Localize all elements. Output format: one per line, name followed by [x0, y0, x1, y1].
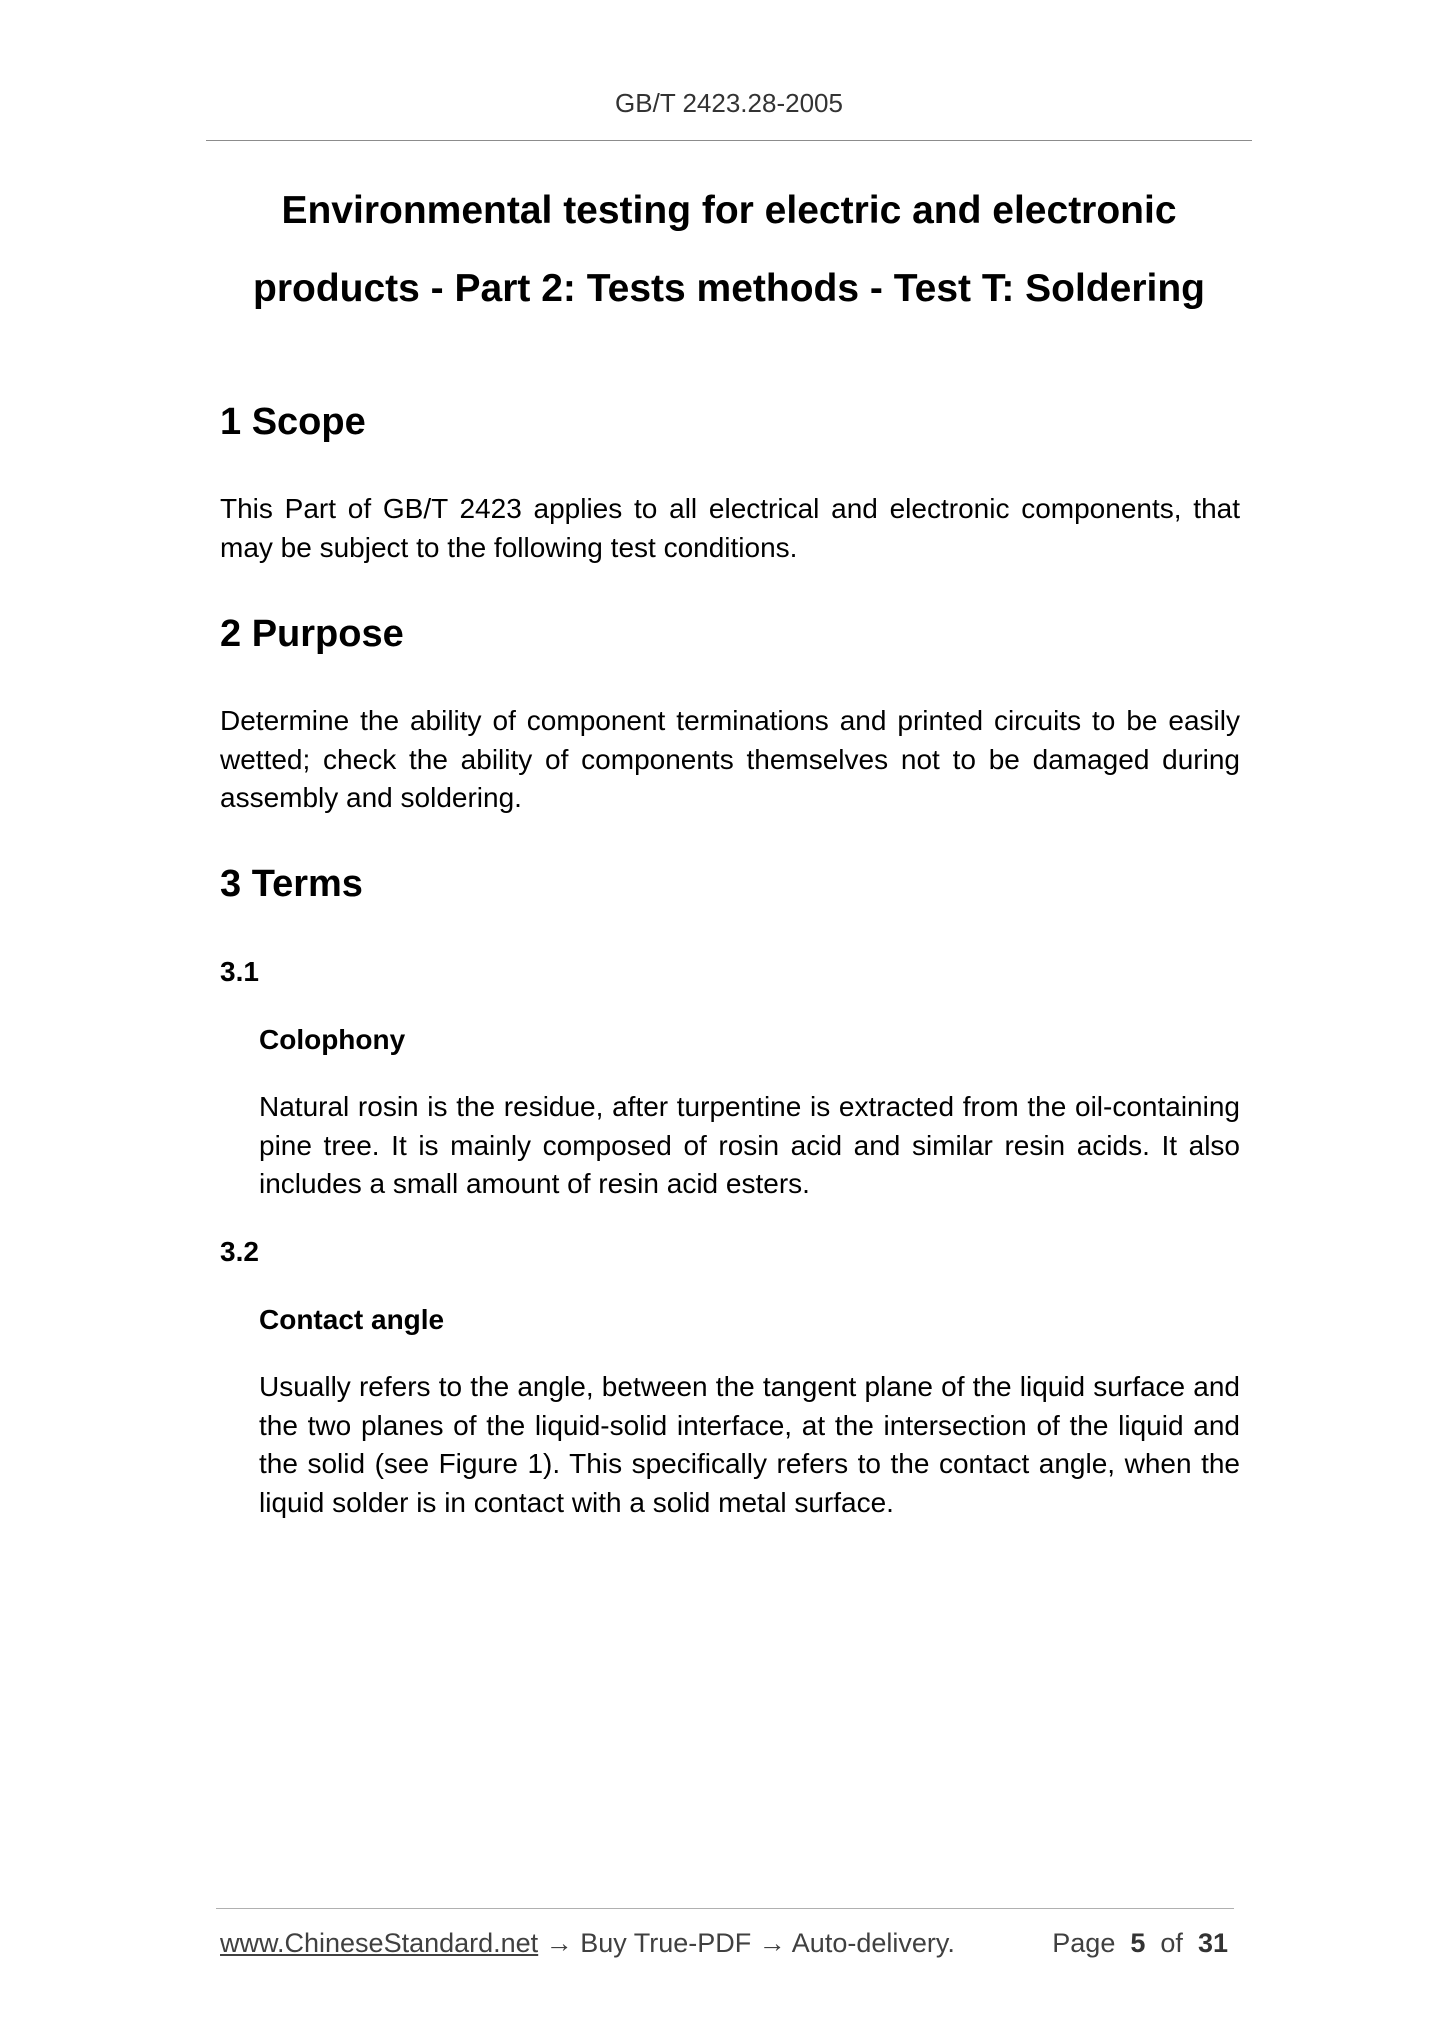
- arrow-right-icon: →: [545, 1928, 573, 1958]
- page-label: Page: [1052, 1928, 1116, 1958]
- page-total: 31: [1197, 1928, 1228, 1958]
- arrow-right-icon: →: [758, 1928, 786, 1958]
- page-indicator: [1052, 1928, 1228, 1959]
- document-code-header: GB/T 2423.28-2005: [615, 88, 843, 118]
- term-name-colophony: Colophony: [259, 1024, 406, 1055]
- term-definition-colophony: Natural rosin is the residue, after turpentine is extracted from the oil-containing pine tree. It is mainly composed of rosin acid and similar resin acids. It also includes a small amount of resin acid esters.: [259, 1091, 1240, 1199]
- auto-delivery-text: Auto-delivery.: [791, 1928, 955, 1958]
- title-line-1: Environmental testing for electric and electronic: [281, 189, 1177, 232]
- section-heading-terms: 3 Terms: [220, 863, 363, 905]
- section-heading-scope: 1 Scope: [220, 401, 366, 443]
- header-divider: [206, 140, 1252, 141]
- term-definition-contact-angle: Usually refers to the angle, between the tangent plane of the liquid surface and the two planes of the liquid-solid interface, at the intersection of the liquid and the solid (see Figure 1). This specifically refers to the contact angle, when the liquid solder is in contact with a solid metal surface.: [259, 1371, 1240, 1518]
- term-number-3-1: 3.1: [220, 956, 259, 987]
- purpose-paragraph: Determine the ability of component terminations and printed circuits to be easily wetted; check the ability of components themselves not to be damaged during assembly and soldering.: [220, 705, 1240, 813]
- term-number-3-2: 3.2: [220, 1236, 259, 1267]
- footer-divider: [216, 1908, 1234, 1909]
- buy-true-pdf-text: Buy True-PDF: [580, 1928, 752, 1958]
- title-line-2: products - Part 2: Tests methods - Test T: Soldering: [253, 267, 1205, 310]
- page-of-label: of: [1160, 1928, 1183, 1958]
- website-link[interactable]: www.ChineseStandard.net: [220, 1928, 539, 1958]
- scope-paragraph: This Part of GB/T 2423 applies to all electrical and electronic components, that may be subject to the following test conditions.: [220, 493, 1240, 563]
- section-heading-purpose: 2 Purpose: [220, 613, 404, 655]
- document-title: [206, 172, 1252, 328]
- page-footer: [220, 1928, 1228, 1959]
- term-name-contact-angle: Contact angle: [259, 1304, 445, 1335]
- page-current: 5: [1130, 1928, 1146, 1958]
